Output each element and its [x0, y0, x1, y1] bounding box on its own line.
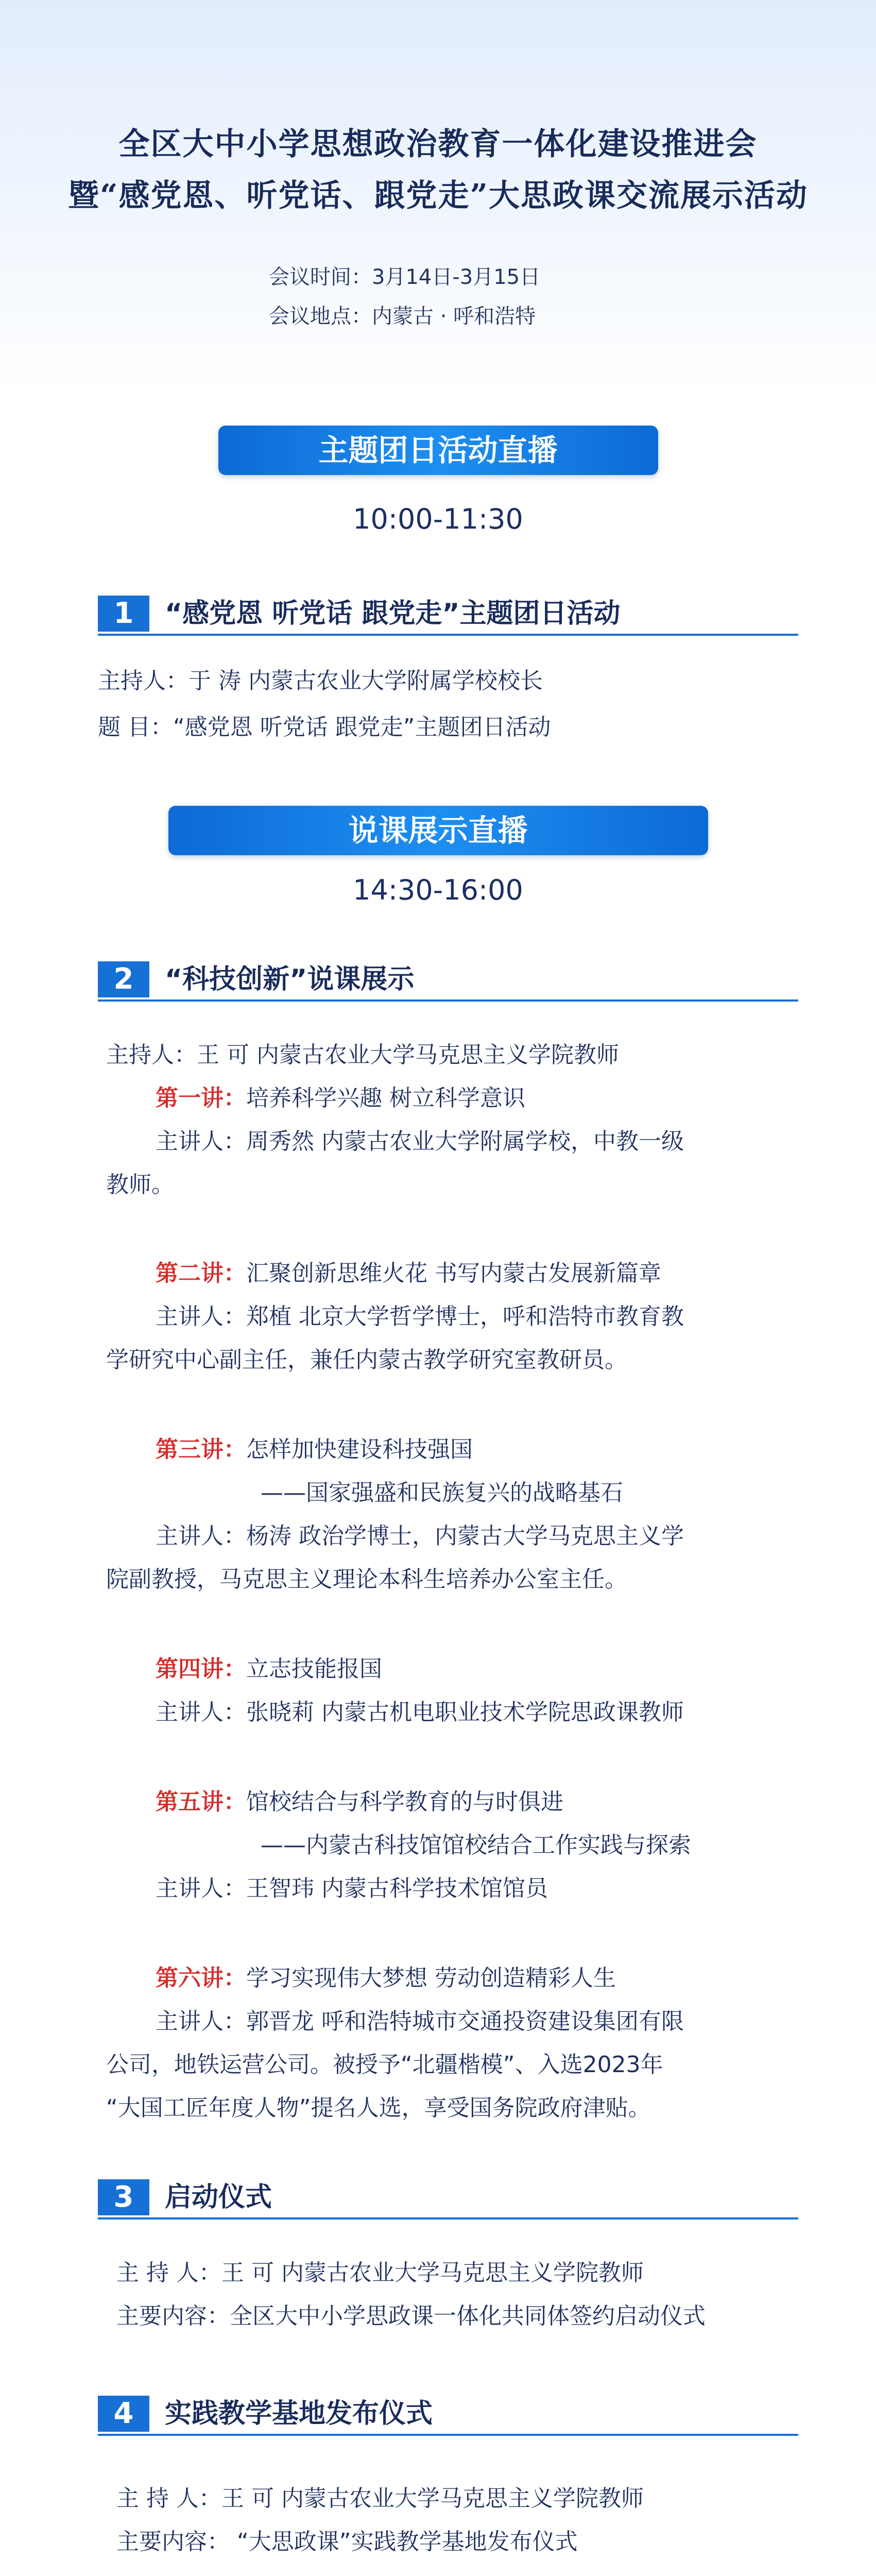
section-4-header: [98, 2396, 798, 2437]
lecture-6-tag: 第六讲：: [156, 1965, 246, 1991]
lecture-5-topic: 馆校结合与科学教育的与时俱进: [246, 1789, 563, 1815]
lecture-4-tag: 第四讲：: [156, 1656, 246, 1682]
lecture-1-topic: 培养科学兴趣 树立科学意识: [246, 1085, 525, 1111]
lecture-1-speaker-cont: 教师。: [106, 1172, 174, 1198]
section-3-number: 3: [98, 2179, 149, 2215]
section-4-content: 主要内容： “大思政课”实践教学基地发布仪式: [116, 2529, 578, 2555]
section-3-title: 启动仪式: [165, 2182, 272, 2213]
lecture-6-speaker-cont2: “大国工匠年度人物”提名人选，享受国务院政府津贴。: [106, 2095, 651, 2121]
lecture-1: [156, 1085, 525, 1112]
section-3-content: 主要内容：全区大中小学思政课一体化共同体签约启动仪式: [116, 2303, 706, 2329]
lecture-6-topic: 学习实现伟大梦想 劳动创造精彩人生: [246, 1965, 616, 1991]
section-2-host: 主持人：王 可 内蒙古农业大学马克思主义学院教师: [106, 1042, 619, 1068]
lecture-3: [156, 1436, 473, 1464]
section-3-header: [98, 2179, 798, 2221]
page-title-line1: 全区大中小学思想政治教育一体化建设推进会: [118, 126, 758, 162]
section-2-title: “科技创新”说课展示: [165, 964, 415, 995]
section-2-rule: [98, 999, 798, 1002]
lecture-3-speaker: 主讲人：杨涛 政治学博士，内蒙古大学马克思主义学: [156, 1523, 684, 1549]
lecture-2-topic: 汇聚创新思维火花 书写内蒙古发展新篇章: [246, 1260, 661, 1286]
lecture-5: [156, 1789, 563, 1816]
lecture-5-subtopic: ——内蒙古科技馆馆校结合工作实践与探索: [261, 1832, 691, 1858]
lecture-4-speaker: 主讲人：张晓莉 内蒙古机电职业技术学院思政课教师: [156, 1699, 684, 1725]
lecture-2-speaker-cont: 学研究中心副主任，兼任内蒙古教学研究室教研员。: [106, 1347, 627, 1373]
section-3-host: 主 持 人：王 可 内蒙古农业大学马克思主义学院教师: [116, 2260, 644, 2286]
section-4-rule: [98, 2434, 798, 2436]
page-title-line2: 暨“感党恩、听党话、跟党走”大思政课交流展示活动: [67, 178, 809, 214]
lecture-2-speaker: 主讲人：郑植 北京大学哲学博士，呼和浩特市教育教: [156, 1303, 684, 1330]
section-1-number: 1: [98, 596, 149, 632]
section-1-header: [98, 596, 798, 637]
meeting-place: 会议地点：内蒙古 · 呼和浩特: [269, 304, 536, 328]
lecture-6: [156, 1965, 616, 1992]
lecture-5-tag: 第五讲：: [156, 1789, 246, 1815]
lecture-5-speaker: 主讲人：王智玮 内蒙古科学技术馆馆员: [156, 1875, 548, 1902]
lecture-3-speaker-cont: 院副教授，马克思主义理论本科生培养办公室主任。: [106, 1566, 627, 1592]
meeting-time: 会议时间：3月14日-3月15日: [269, 265, 541, 289]
lecture-3-tag: 第三讲：: [156, 1436, 246, 1463]
section-2-header: [98, 961, 798, 1003]
section-3-rule: [98, 2217, 798, 2219]
section-4-host: 主 持 人：王 可 内蒙古农业大学马克思主义学院教师: [116, 2485, 644, 2512]
section-4-number: 4: [98, 2396, 149, 2432]
live-banner-lecture[interactable]: 说课展示直播: [168, 806, 708, 855]
section-4-title: 实践教学基地发布仪式: [165, 2398, 433, 2429]
lecture-1-speaker: 主讲人：周秀然 内蒙古农业大学附属学校，中教一级: [156, 1128, 684, 1155]
live2-time: 14:30-16:00: [353, 874, 523, 906]
section-2-number: 2: [98, 961, 149, 997]
lecture-4: [156, 1656, 382, 1683]
lecture-3-topic: 怎样加快建设科技强国: [246, 1436, 473, 1463]
lecture-6-speaker: 主讲人：郭晋龙 呼和浩特城市交通投资建设集团有限: [156, 2008, 684, 2035]
lecture-2: [156, 1260, 661, 1287]
lecture-4-topic: 立志技能报国: [246, 1656, 382, 1682]
lecture-6-speaker-cont: 公司，地铁运营公司。被授予“北疆楷模”、入选2023年: [106, 2052, 663, 2078]
live-banner-league-day[interactable]: 主题团日活动直播: [218, 426, 658, 475]
section-1-rule: [98, 634, 798, 636]
lecture-3-subtopic: ——国家强盛和民族复兴的战略基石: [261, 1480, 623, 1506]
section-1-topic: 题 目：“感党恩 听党话 跟党走”主题团日活动: [98, 714, 551, 740]
lecture-2-tag: 第二讲：: [156, 1260, 246, 1286]
section-1-title: “感党恩 听党话 跟党走”主题团日活动: [165, 598, 621, 629]
lecture-1-tag: 第一讲：: [156, 1085, 246, 1111]
section-1-host: 主持人：于 涛 内蒙古农业大学附属学校校长: [98, 668, 543, 694]
live1-time: 10:00-11:30: [353, 503, 523, 535]
